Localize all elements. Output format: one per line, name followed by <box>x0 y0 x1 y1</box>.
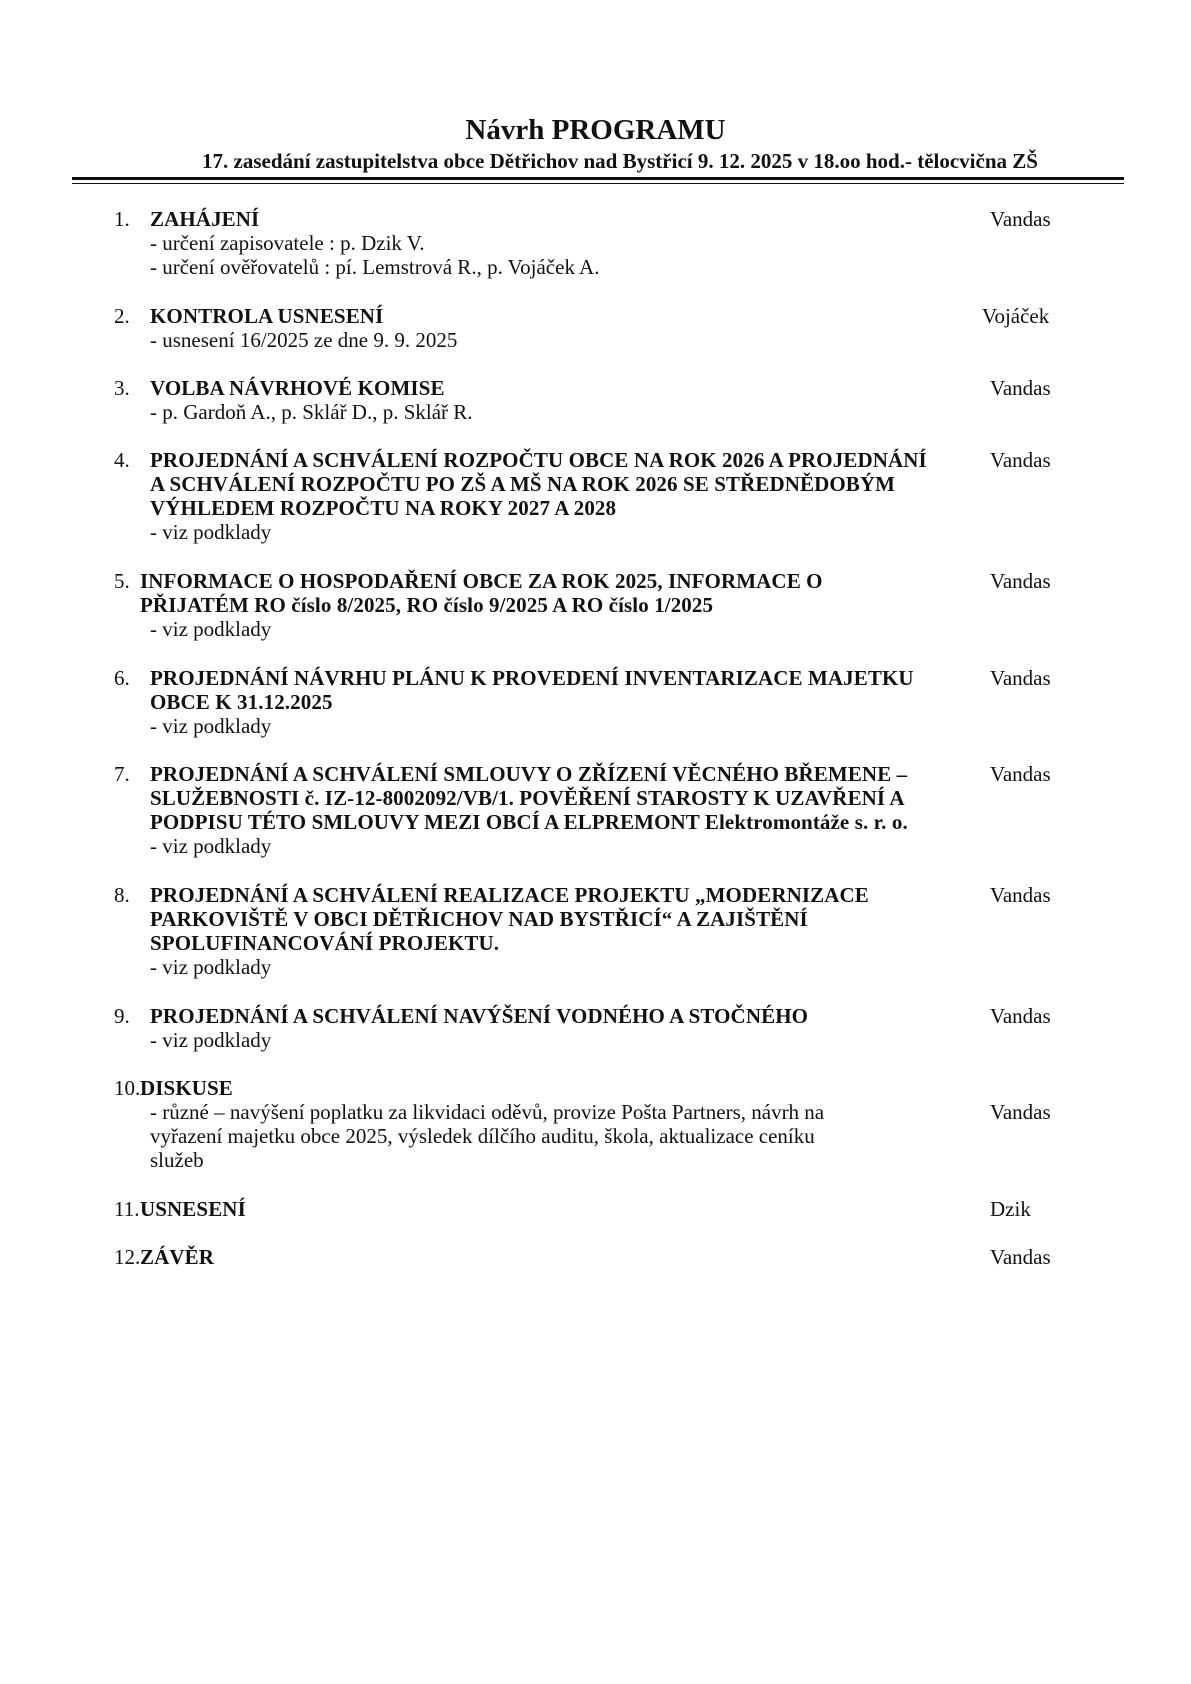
item-heading: KONTROLA USNESENÍ <box>150 304 384 328</box>
item-number: 7. <box>114 762 130 786</box>
item-body <box>140 569 955 641</box>
item-heading: SLUŽEBNOSTI č. IZ-12-8002092/VB/1. POVĚŘENÍ STAROSTY K UZAVŘENÍ A <box>150 786 905 810</box>
item-subline: - p. Gardoň A., p. Sklář D., p. Sklář R. <box>150 400 473 424</box>
item-heading: PŘIJATÉM RO číslo 8/2025, RO číslo 9/2025 A RO číslo 1/2025 <box>140 593 714 617</box>
item-subline: - viz podklady <box>150 1028 272 1052</box>
item-heading: PROJEDNÁNÍ A SCHVÁLENÍ ROZPOČTU OBCE NA ROK 2026 A PROJEDNÁNÍ <box>150 448 927 472</box>
item-responsible: Vandas <box>990 1245 1051 1269</box>
item-body <box>150 448 965 544</box>
item-heading: PROJEDNÁNÍ A SCHVÁLENÍ SMLOUVY O ZŘÍZENÍ VĚCNÉHO BŘEMENE – <box>150 762 908 786</box>
item-number: 8. <box>114 883 130 907</box>
item-subline: - usnesení 16/2025 ze dne 9. 9. 2025 <box>150 328 458 352</box>
item-responsible: Vandas <box>990 569 1051 593</box>
item-subline: vyřazení majetku obce 2025, výsledek dílčího auditu, škola, aktualizace ceníku <box>150 1124 815 1148</box>
item-responsible: Vandas <box>990 666 1051 690</box>
item-heading: DISKUSE <box>140 1076 233 1100</box>
item-subline: - viz podklady <box>150 520 272 544</box>
item-responsible: Dzik <box>990 1197 1031 1221</box>
item-body <box>150 883 965 979</box>
item-responsible: Vandas <box>990 1100 1051 1124</box>
item-heading: PROJEDNÁNÍ NÁVRHU PLÁNU K PROVEDENÍ INVENTARIZACE MAJETKU <box>150 666 914 690</box>
item-heading: SPOLUFINANCOVÁNÍ PROJEKTU. <box>150 931 500 955</box>
header-rule-thick <box>72 177 1124 180</box>
item-number: 9. <box>114 1004 130 1028</box>
item-responsible: Vandas <box>990 448 1051 472</box>
item-heading: VOLBA NÁVRHOVÉ KOMISE <box>150 376 445 400</box>
header-rule-thin <box>72 183 1124 184</box>
item-heading: ZÁVĚR <box>140 1245 215 1269</box>
item-heading: USNESENÍ <box>140 1197 246 1221</box>
item-number: 10. <box>114 1076 141 1100</box>
item-subline: - určení zapisovatele : p. Dzik V. <box>150 231 425 255</box>
item-heading: PROJEDNÁNÍ A SCHVÁLENÍ REALIZACE PROJEKTU „MODERNIZACE <box>150 883 869 907</box>
item-heading: PARKOVIŠTĚ V OBCI DĚTŘICHOV NAD BYSTŘICÍ“ A ZAJIŠTĚNÍ <box>150 907 808 931</box>
item-heading: INFORMACE O HOSPODAŘENÍ OBCE ZA ROK 2025, INFORMACE O <box>140 569 823 593</box>
item-body <box>150 304 965 352</box>
item-body <box>150 666 965 738</box>
page-title: Návrh PROGRAMU <box>465 114 726 146</box>
item-heading: OBCE K 31.12.2025 <box>150 690 333 714</box>
item-body <box>140 1245 955 1269</box>
item-number: 11. <box>114 1197 140 1221</box>
item-subline: - viz podklady <box>150 834 272 858</box>
item-number: 5. <box>114 569 130 593</box>
item-body <box>150 207 965 279</box>
item-number: 4. <box>114 448 130 472</box>
item-heading: A SCHVÁLENÍ ROZPOČTU PO ZŠ A MŠ NA ROK 2026 SE STŘEDNĚDOBÝM <box>150 472 896 496</box>
item-number: 2. <box>114 304 130 328</box>
item-body <box>140 1076 955 1172</box>
item-responsible: Vojáček <box>982 304 1050 328</box>
item-subline: - různé – navýšení poplatku za likvidaci oděvů, provize Pošta Partners, návrh na <box>150 1100 825 1124</box>
item-subline: - viz podklady <box>150 714 272 738</box>
item-subline: - viz podklady <box>150 617 272 641</box>
item-heading: PROJEDNÁNÍ A SCHVÁLENÍ NAVÝŠENÍ VODNÉHO A STOČNÉHO <box>150 1004 809 1028</box>
item-number: 6. <box>114 666 130 690</box>
item-responsible: Vandas <box>990 207 1051 231</box>
item-body <box>150 1004 965 1052</box>
item-subline: - viz podklady <box>150 955 272 979</box>
item-responsible: Vandas <box>990 883 1051 907</box>
item-heading: ZAHÁJENÍ <box>150 207 260 231</box>
item-responsible: Vandas <box>990 1004 1051 1028</box>
page-subtitle: 17. zasedání zastupitelstva obce Dětřichov nad Bystřicí 9. 12. 2025 v 18.oo hod.- tělocvična ZŠ <box>202 149 1038 173</box>
item-responsible: Vandas <box>990 376 1051 400</box>
item-body <box>150 376 965 424</box>
item-body <box>140 1197 955 1221</box>
item-responsible: Vandas <box>990 762 1051 786</box>
item-number: 1. <box>114 207 130 231</box>
item-heading: PODPISU TÉTO SMLOUVY MEZI OBCÍ A ELPREMONT Elektromontáže s. r. o. <box>150 810 908 834</box>
item-subline: - určení ověřovatelů : pí. Lemstrová R., p. Vojáček A. <box>150 255 600 279</box>
item-number: 3. <box>114 376 130 400</box>
item-subline: služeb <box>150 1148 204 1172</box>
item-number: 12. <box>114 1245 141 1269</box>
item-body <box>150 762 965 858</box>
item-heading: VÝHLEDEM ROZPOČTU NA ROKY 2027 A 2028 <box>150 496 617 520</box>
